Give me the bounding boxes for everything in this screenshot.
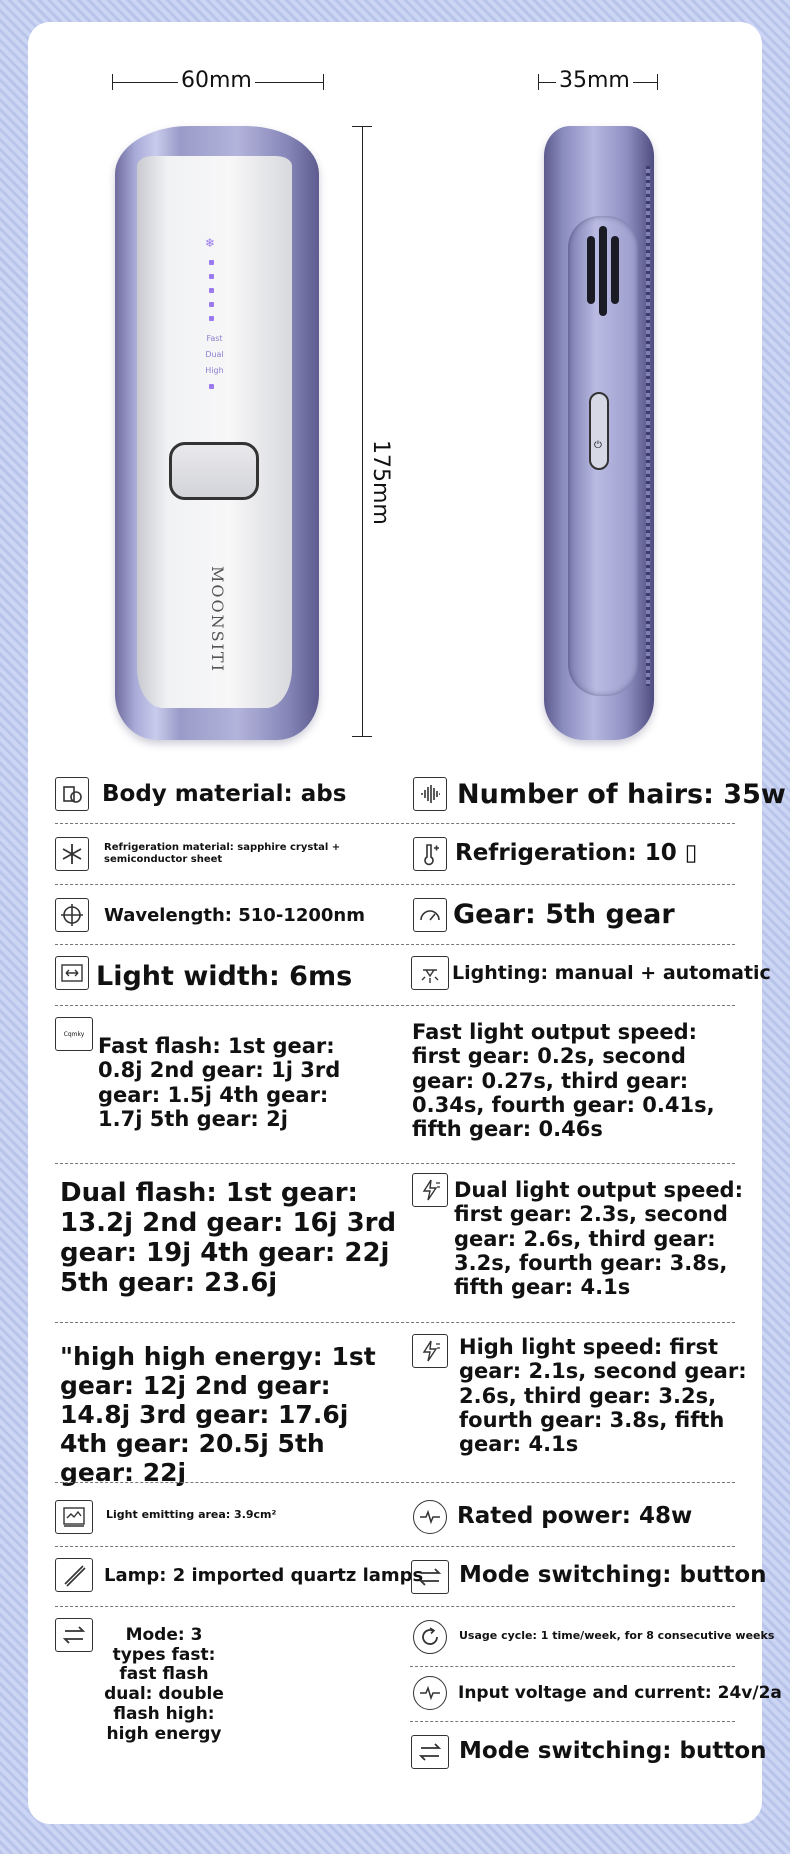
fast-flash-icon-text: Cqmky bbox=[63, 1030, 85, 1038]
gauge-icon bbox=[413, 898, 447, 932]
row-divider bbox=[55, 1322, 735, 1323]
spec-light-width: Light width: 6ms bbox=[96, 961, 353, 992]
spec-refrigeration: Refrigeration: 10 ▯ bbox=[455, 840, 698, 866]
spec-fast-flash: Fast flash: 1st gear: 0.8j 2nd gear: 1j 3rd gear: 1.5j 4th gear: 1.7j 5th gear: 2j bbox=[98, 1034, 341, 1132]
side-width-label: 35mm bbox=[556, 70, 633, 92]
device-front-panel bbox=[137, 156, 292, 708]
row-divider bbox=[55, 1606, 735, 1607]
lightning-icon bbox=[412, 1334, 448, 1368]
spec-dual-flash: Dual flash: 1st gear: 13.2j 2nd gear: 16j 3rd gear: 19j 4th gear: 22j 5th gear: 23.6j bbox=[60, 1178, 397, 1299]
switch-arrows-icon bbox=[411, 1735, 449, 1769]
row-divider bbox=[55, 944, 735, 945]
spec-usage-cycle: Usage cycle: 1 time/week, for 8 consecutive weeks bbox=[459, 1629, 775, 1642]
width-arrows-icon bbox=[55, 956, 89, 990]
mode-label-dual: Dual bbox=[205, 350, 224, 359]
flash-button bbox=[169, 442, 259, 500]
row-divider bbox=[55, 1005, 735, 1006]
level-dot bbox=[209, 260, 214, 265]
snowflake-icon: ❄ bbox=[205, 236, 216, 250]
vent-grille bbox=[611, 236, 619, 304]
level-dot bbox=[209, 302, 214, 307]
height-label: 175mm bbox=[368, 440, 393, 525]
fast-flash-icon bbox=[55, 1017, 93, 1051]
level-dot bbox=[209, 316, 214, 321]
brand-logo: MOONSITI bbox=[208, 566, 227, 673]
spec-body-material: Body material: abs bbox=[102, 781, 347, 807]
device-front-view bbox=[115, 126, 319, 740]
pulse-icon bbox=[413, 1500, 447, 1534]
level-dot bbox=[209, 384, 214, 389]
row-divider bbox=[410, 1721, 735, 1722]
level-dot bbox=[209, 274, 214, 279]
lamp-tube-icon bbox=[55, 1558, 93, 1592]
spec-mode-types: Mode: 3 types fast: fast flash dual: double flash high: high energy bbox=[104, 1625, 224, 1744]
mode-label-fast: Fast bbox=[206, 334, 223, 343]
pulse-icon bbox=[413, 1676, 447, 1710]
lightning-icon bbox=[412, 1173, 448, 1207]
spec-wavelength: Wavelength: 510-1200nm bbox=[104, 905, 365, 926]
hair-count-icon bbox=[413, 777, 447, 811]
level-dot bbox=[209, 288, 214, 293]
row-divider bbox=[55, 1163, 735, 1164]
spec-input-voltage: Input voltage and current: 24v/2a bbox=[458, 1683, 782, 1703]
material-icon bbox=[55, 777, 89, 811]
spec-dual-light-output-speed: Dual light output speed: first gear: 2.3s, second gear: 2.6s, third gear: 3.2s, fourth gear: 3.8s, fifth gear: 4.1s bbox=[454, 1178, 743, 1300]
spec-refrigeration-material: Refrigeration material: sapphire crystal + semiconductor sheet bbox=[104, 842, 341, 865]
crosshair-icon bbox=[55, 898, 89, 932]
spec-lamp: Lamp: 2 imported quartz lamps bbox=[104, 1565, 424, 1586]
switch-arrows-icon bbox=[55, 1618, 93, 1652]
spec-lighting: Lighting: manual + automatic bbox=[452, 962, 771, 984]
power-button bbox=[589, 392, 609, 470]
mode-label-high: High bbox=[205, 366, 224, 375]
spec-rated-power: Rated power: 48w bbox=[457, 1503, 693, 1529]
power-icon: ⏻ bbox=[594, 440, 602, 451]
lamp-light-icon bbox=[411, 956, 449, 990]
spec-high-light-speed: High light speed: first gear: 2.1s, second gear: 2.6s, third gear: 3.2s, fourth gear: 3.8s, fifth gear: 4.1s bbox=[459, 1335, 747, 1457]
vent-grille bbox=[599, 226, 607, 316]
row-divider bbox=[55, 1482, 735, 1483]
emitting-area-icon bbox=[55, 1500, 93, 1534]
vent-grille bbox=[587, 236, 595, 304]
snowflake-icon bbox=[55, 837, 89, 871]
spec-gear: Gear: 5th gear bbox=[453, 899, 675, 930]
spec-high-energy: "high high energy: 1st gear: 12j 2nd gear: 14.8j 3rd gear: 17.6j 4th gear: 20.5j 5th gear: 22j bbox=[60, 1342, 376, 1487]
spec-fast-light-output-speed: Fast light output speed: first gear: 0.2s, second gear: 0.27s, third gear: 0.34s, fourth gear: 0.41s, fifth gear: 0.46s bbox=[412, 1020, 715, 1142]
spec-number-of-hairs: Number of hairs: 35w bbox=[457, 779, 786, 810]
switch-arrows-icon bbox=[411, 1560, 449, 1594]
cycle-icon bbox=[413, 1620, 447, 1654]
thermometer-icon bbox=[413, 837, 447, 871]
spec-light-emitting-area: Light emitting area: 3.9cm² bbox=[106, 1508, 277, 1521]
spec-mode-switching: Mode switching: button bbox=[459, 1562, 767, 1588]
front-width-label: 60mm bbox=[178, 70, 255, 92]
side-grip bbox=[646, 166, 650, 686]
device-side-view bbox=[544, 126, 654, 740]
row-divider bbox=[55, 884, 735, 885]
row-divider bbox=[55, 1546, 735, 1547]
row-divider bbox=[55, 823, 735, 824]
spec-mode-switching-repeat: Mode switching: button bbox=[459, 1738, 767, 1764]
row-divider bbox=[410, 1666, 735, 1667]
